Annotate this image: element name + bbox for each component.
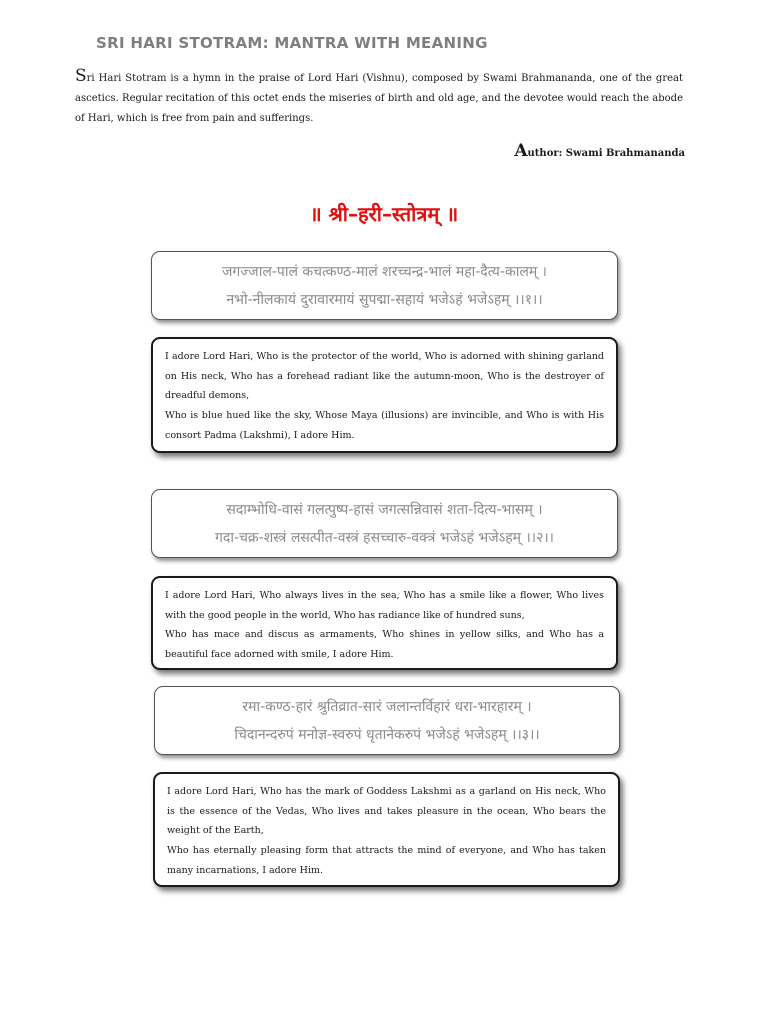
meaning-3-part-1: I adore Lord Hari, Who has the mark of Goddess Lakshmi as a garland on His neck, Who is the essence of the Vedas, Who lives and takes pleasure in the ocean, Who bears the weight of the Earth, xyxy=(167,786,606,837)
verse-box-2 xyxy=(151,489,618,558)
intro-text: ri Hari Stotram is a hymn in the praise of Lord Hari (Vishnu), composed by Swami Brahmananda, one of the great ascetics. Regular recitation of this octet ends the miseries of birth and old age, and the devotee would reach the abode of Hari, which is free from pain and sufferings. xyxy=(75,73,683,124)
verse-box-1 xyxy=(151,251,618,320)
author-line xyxy=(514,141,685,161)
meaning-box-2 xyxy=(151,576,618,670)
page-title: SRI HARI STOTRAM: MANTRA WITH MEANING xyxy=(96,34,488,52)
verse-2-line-1: सदाम्भोधि-वासं गलत्पुष्प-हासं जगत्सन्निवासं शता-दित्य-भासम् । xyxy=(226,501,543,518)
verse-box-3 xyxy=(154,686,620,755)
meaning-1-part-2: Who is blue hued like the sky, Whose Maya (illusions) are invincible, and Who is with His consort Padma (Lakshmi), I adore Him. xyxy=(165,410,604,441)
intro-dropcap: S xyxy=(75,66,87,86)
verse-2-line-2: गदा-चक्र-शस्त्रं लसत्पीत-वस्त्रं हसच्चारु-वक्त्रं भजेऽहं भजेऽहम् ।।२।। xyxy=(215,529,554,546)
meaning-2-part-2: Who has mace and discus as armaments, Who shines in yellow silks, and Who has a beautiful face adorned with smile, I adore Him. xyxy=(165,629,604,661)
meaning-box-1 xyxy=(151,337,618,453)
meaning-3-part-2: Who has eternally pleasing form that attracts the mind of everyone, and Who has taken many incarnations, I adore Him. xyxy=(167,845,606,876)
verse-1-line-2: नभो-नीलकायं दुरावारमायं सुपद्मा-सहायं भजेऽहं भजेऽहम् ।।१।। xyxy=(226,291,543,308)
verse-1-line-1: जगज्जाल-पालं कचत्कण्ठ-मालं शरच्चन्द्र-भालं महा-दैत्य-कालम् । xyxy=(222,263,547,280)
author-text: uthor: Swami Brahmananda xyxy=(527,148,685,159)
author-dropcap: A xyxy=(514,141,528,161)
meaning-box-3 xyxy=(153,772,620,887)
hymn-title: ॥ श्री–हरी–स्तोत्रम् ॥ xyxy=(309,202,459,226)
meaning-1-part-1: I adore Lord Hari, Who is the protector of the world, Who is adorned with shining garland on His neck, Who has a forehead radiant like the autumn-moon, Who is the destroyer of dreadful demons, xyxy=(165,351,604,402)
verse-3-line-2: चिदानन्दरुपं मनोज्ञ-स्वरुपं धृतानेकरुपं भजेऽहं भजेऽहम् ।।३।। xyxy=(234,726,540,743)
intro-paragraph xyxy=(75,66,683,129)
meaning-2-part-1: I adore Lord Hari, Who always lives in the sea, Who has a smile like a flower, Who lives with the good people in the world, Who has radiance like of hundred suns, xyxy=(165,590,604,621)
verse-3-line-1: रमा-कण्ठ-हारं श्रुतिव्रात-सारं जलान्तर्विहारं धरा-भारहारम् । xyxy=(242,698,532,715)
